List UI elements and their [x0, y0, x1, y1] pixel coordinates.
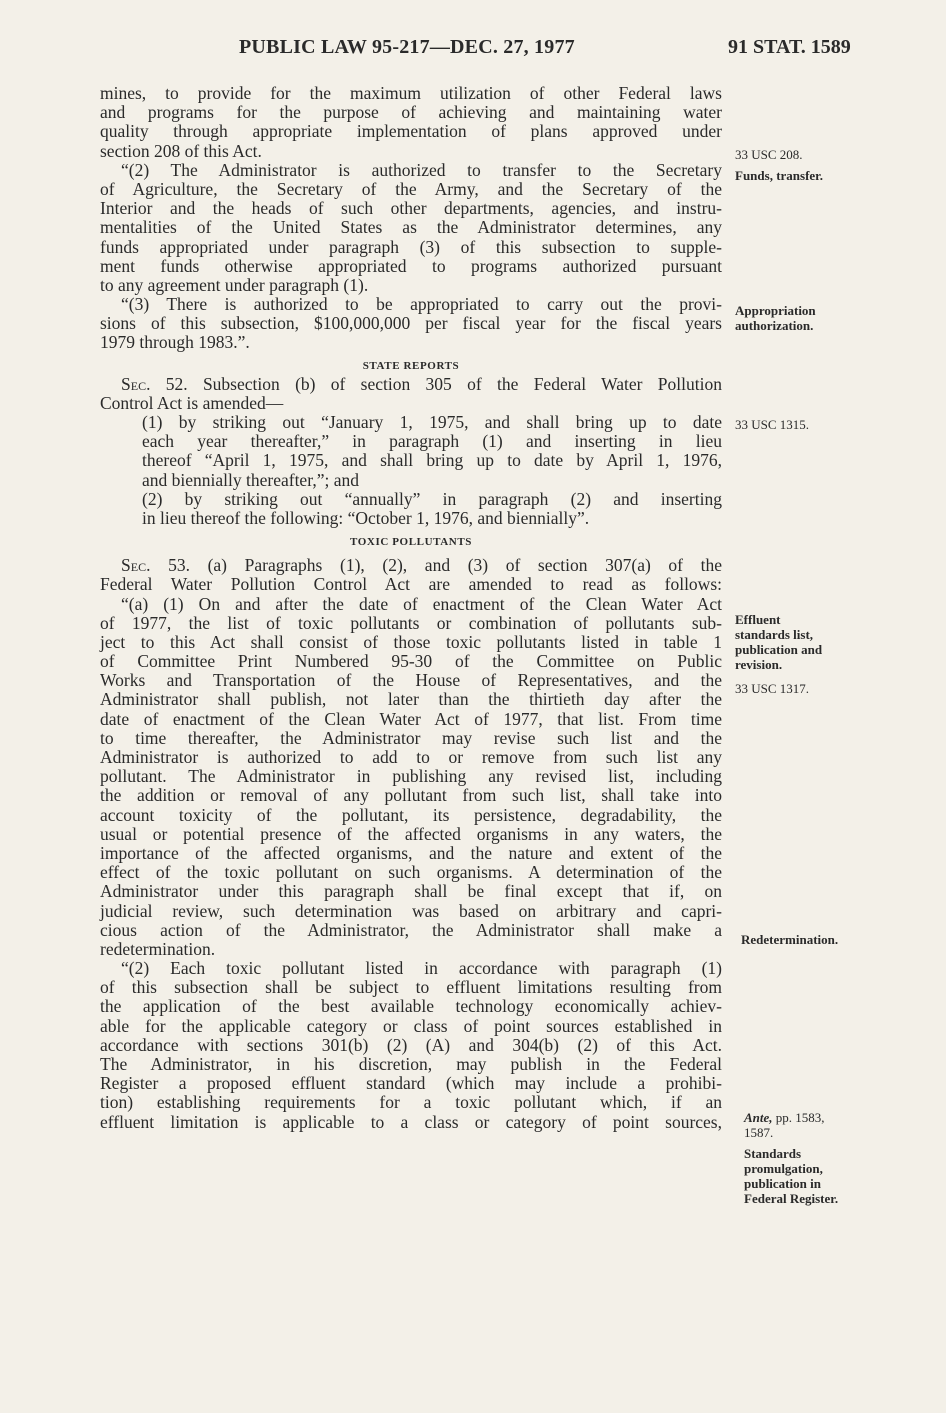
- text-line: in lieu thereof the following: “October 1, 1976, and biennially”.: [142, 507, 590, 528]
- text-line: Sec. 53. (a) Paragraphs (1), (2), and (3) of section 307(a) of the: [121, 555, 722, 576]
- text-line: Interior and the heads of such other departments, agencies, and instru-: [100, 198, 722, 219]
- text-line: thereof “April 1, 1975, and shall bring up to date by April 1, 1976,: [142, 450, 722, 471]
- text-line: the application of the best available technology economically achiev-: [100, 996, 722, 1017]
- margin-note-funds-transfer: Funds, transfer.: [735, 168, 824, 183]
- text-line: of this subsection shall be subject to effluent limitations resulting from: [100, 977, 722, 998]
- running-header-title: PUBLIC LAW 95-217—DEC. 27, 1977: [239, 36, 575, 58]
- text-line: redetermination.: [100, 938, 216, 959]
- text-line: accordance with sections 301(b) (2) (A) and 304(b) (2) of this Act.: [100, 1034, 722, 1055]
- text-line: Administrator under this paragraph shall be final except that if, on: [100, 881, 722, 902]
- running-header-page-number: 91 STAT. 1589: [728, 36, 851, 58]
- text-line: Works and Transportation of the House of Representatives, and the: [100, 670, 722, 691]
- text-line: “(a) (1) On and after the date of enactment of the Clean Water Act: [121, 593, 722, 614]
- text-line: account toxicity of the pollutant, its persistence, degradability, the: [100, 804, 722, 825]
- text-line: effect of the toxic pollutant on such organisms. A determination of the: [100, 862, 722, 883]
- text-line: “(2) Each toxic pollutant listed in accordance with paragraph (1): [121, 958, 722, 979]
- margin-note-appropriation-authorization: Appropriation authorization.: [735, 303, 816, 333]
- text-line: of 1977, the list of toxic pollutants or combination of pollutants sub-: [100, 612, 722, 633]
- text-line: Sec. 52. Subsection (b) of section 305 of the Federal Water Pollution: [121, 373, 722, 394]
- margin-note-33-usc-1315: 33 USC 1315.: [735, 417, 810, 432]
- paragraph-funds-transfer: [100, 161, 722, 295]
- text-line: each year thereafter,” in paragraph (1) and inserting in lieu: [142, 431, 722, 452]
- text-line: The Administrator, in his discretion, may publish in the Federal: [100, 1054, 722, 1074]
- section-label: Sec.: [121, 373, 151, 394]
- text-line: and biennially thereafter,”; and: [142, 469, 359, 490]
- text-line: mines, to provide for the maximum utilization of other Federal laws: [100, 83, 722, 103]
- text-line: effluent limitation is applicable to a class or category of point sources,: [100, 1111, 722, 1132]
- text-line: Control Act is amended—: [100, 392, 284, 413]
- text-line: Administrator shall publish, not later than the thirtieth day after the: [100, 689, 722, 710]
- text-line: tion) establishing requirements for a toxic pollutant which, if an: [100, 1092, 722, 1113]
- text-line: judicial review, such determination was based on arbitrary and capri-: [100, 900, 722, 921]
- text-line: 1979 through 1983.”.: [100, 332, 250, 353]
- text-line: “(3) There is authorized to be appropriated to carry out the provi-: [121, 294, 722, 315]
- text-line: ment funds otherwise appropriated to programs authorized pursuant: [100, 255, 722, 276]
- text-line: able for the applicable category or class of point sources established in: [100, 1015, 722, 1036]
- text-line: usual or potential presence of the affected organisms in any waters, the: [100, 823, 722, 844]
- text-line: and programs for the purpose of achieving and maintaining water: [100, 102, 722, 123]
- text-line: section 208 of this Act.: [100, 140, 262, 161]
- text-line: Administrator is authorized to add to or remove from such list any: [100, 747, 722, 767]
- section-53: [100, 556, 722, 1132]
- margin-note-standards-promulgation: Standards promulgation, publication in Federal Register.: [744, 1146, 839, 1206]
- text-line: quality through appropriate implementation of plans approved under: [100, 121, 722, 142]
- margin-note-33-usc-208: 33 USC 208.: [735, 147, 803, 162]
- text-line: importance of the affected organisms, and the nature and extent of the: [100, 842, 722, 863]
- text-line: of Committee Print Numbered 95-30 of the Committee on Public: [100, 651, 722, 672]
- paragraph-continuation: [100, 84, 722, 161]
- text-line: “(2) The Administrator is authorized to transfer to the Secretary: [121, 159, 722, 180]
- text-line: pollutant. The Administrator in publishing any revised list, including: [100, 766, 722, 787]
- text-line: of Agriculture, the Secretary of the Army, and the Secretary of the: [100, 178, 722, 199]
- section-label: Sec.: [121, 555, 151, 576]
- margin-note-effluent-standards-list: Effluent standards list, publication and revision.: [735, 612, 823, 672]
- text-line: to any agreement under paragraph (1).: [100, 274, 369, 295]
- text-line: Federal Water Pollution Control Act are amended to read as follows:: [100, 574, 722, 595]
- body-text-column: [100, 84, 722, 1132]
- text-line: Register a proposed effluent standard (which may include a prohibi-: [100, 1073, 722, 1094]
- text-line: the addition or removal of any pollutant from such list, shall take into: [100, 785, 722, 806]
- text-line: funds appropriated under paragraph (3) of this subsection to supple-: [100, 236, 722, 257]
- margin-note-ante-reference: Ante, pp. 1583, 1587.: [744, 1110, 825, 1140]
- text-line: date of enactment of the Clean Water Act of 1977, that list. From time: [100, 708, 722, 729]
- section-52: [100, 375, 722, 529]
- section-heading-toxic-pollutants: TOXIC POLLUTANTS: [350, 536, 472, 549]
- text-line: cious action of the Administrator, the Administrator shall make a: [100, 919, 722, 940]
- section-heading-state-reports: STATE REPORTS: [362, 359, 460, 372]
- paragraph-appropriation: [100, 295, 722, 353]
- text-line: mentalities of the United States as the Administrator determines, any: [100, 217, 722, 238]
- text-line: (2) by striking out “annually” in paragraph (2) and inserting: [142, 488, 722, 509]
- text-line: to time thereafter, the Administrator may revise such list and the: [100, 727, 722, 748]
- margin-note-redetermination: Redetermination.: [741, 932, 839, 947]
- margin-note-33-usc-1317: 33 USC 1317.: [735, 681, 810, 696]
- text-line: sions of this subsection, $100,000,000 per fiscal year for the fiscal years: [100, 313, 722, 334]
- text-line: ject to this Act shall consist of those toxic pollutants listed in table 1: [100, 631, 722, 652]
- text-line: (1) by striking out “January 1, 1975, and shall bring up to date: [142, 412, 722, 432]
